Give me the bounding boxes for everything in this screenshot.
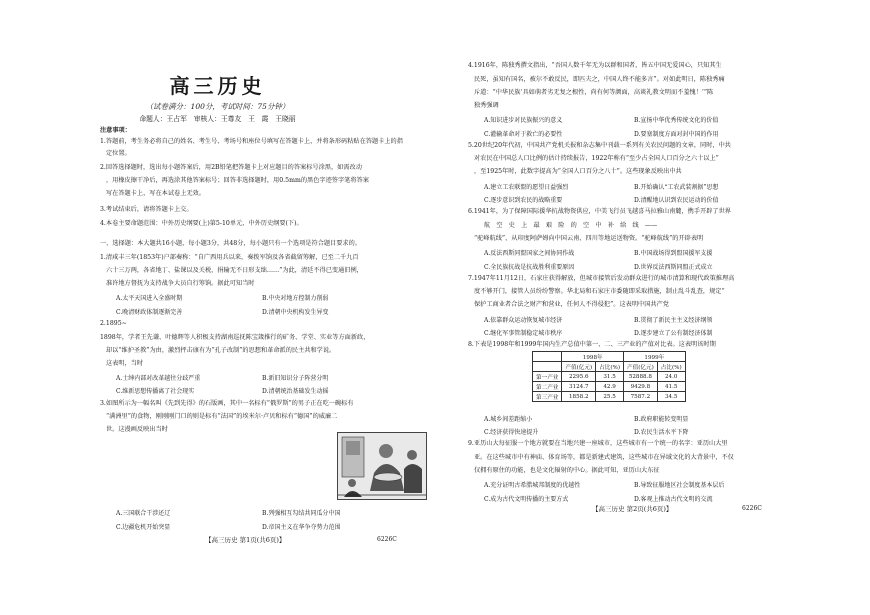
table-cell: 1858.2 (562, 392, 596, 402)
q7-option-c: C.继化军事管制稳定城市秩序 (484, 330, 563, 337)
paper-code: 6226C (377, 536, 397, 543)
q6-option-d: D.世界反法西斯同盟正式成立 (634, 264, 713, 271)
q7-option-a: A.依靠群众运动恢复城市经济 (484, 317, 563, 324)
table-header-row (533, 362, 686, 372)
q1-option-b: B.中央对地方控制力削弱 (262, 295, 329, 302)
question-4-line: 4.1916年，陈独秀撰文指出，“吾国人数千年无为以群和国者，皆五中国无爱国心，只知其生 (468, 62, 722, 69)
q1-option-d: D.清朝中央机构发生异变 (262, 309, 329, 316)
q4-option-a: A.知识进步对民族振兴的意义 (484, 117, 563, 124)
table-cell: 41.5 (657, 382, 685, 392)
q9-option-d: D.客观上推动古代文明的交流 (634, 496, 713, 503)
notice-line: 3.考试结束后，请将答题卡上交。 (100, 206, 193, 213)
table-cell: 42.9 (596, 382, 624, 392)
q2-option-c: C.维新思想传播离了社会现实 (116, 388, 195, 395)
table-cell: 3124.7 (562, 382, 596, 392)
table-corner-cell (533, 352, 562, 362)
cartoon-drawing (338, 433, 426, 499)
notice-line: 写在答题卡上，写在本试卷上无效。 (106, 190, 205, 197)
table-cell: 25.5 (596, 392, 624, 402)
q3-option-b: B.列强相互勾结共同瓜分中国 (262, 510, 341, 517)
q8-option-b: B.政府职能转变明显 (634, 416, 689, 423)
question-5-line: 对农民在中国总人口比例的估计持续报告，1922年称有“至少占全国人口百分之六十以上” (474, 155, 719, 162)
q8-option-a: A.城乡间差距缩小 (484, 416, 533, 423)
question-6-line: 6.1941年，为了保障国际援华抗战物资供应，中美飞行员飞越喜马拉雅山南麓，携手开辟了世界 (468, 208, 731, 215)
question-3-line: 3.如图所示为一幅名叫《先到先得》的石版画，其中一名标有“俄罗斯”的男子正在吃一碗标有 (100, 400, 354, 407)
table-cell: 24.0 (657, 372, 685, 382)
table-col-header: 占比(%) (596, 362, 624, 372)
q5-option-c: C.逐步意识到农民的战略重要 (484, 197, 563, 204)
question-4-line: 民死，虽知有国名，被尔不敢反民，即匹夫之，中国人终不能多言”。对如此明日，陈独秀痛 (474, 76, 725, 83)
q2-option-b: B.新旧知识分子阵营分明 (262, 375, 329, 382)
q8-option-c: C.经济获得快速提升 (484, 429, 539, 436)
question-2-line: 却以“维护圣教”为由，激烈抨击康有为“孔子改制”的思想和革命派的民主共和学说。 (106, 347, 336, 354)
q4-option-c: C.灌输革命对于救亡的必要性 (484, 131, 563, 138)
gdp-comparison-table (532, 351, 686, 402)
table-corner-cell (533, 362, 562, 372)
table-year-header: 1999年 (624, 352, 686, 362)
table-cell: 52888.8 (624, 372, 658, 382)
lithograph-cartoon-image (337, 432, 427, 500)
q9-option-b: B.导致征服地区社会制度基本层后 (634, 482, 725, 489)
question-4-line: 斥道：“中华民族‘具如萌者劣无复之根性，尚有何等颜面，高谈礼教文明而不羞愧！’”陈 (474, 89, 714, 96)
table-col-header: 产值(亿元) (562, 362, 596, 372)
question-6-line: 航 空 史 上 最 艰 险 的 空 中 补 给 线 —— (484, 222, 658, 229)
q3-option-d: D.帝国主义在华争夺势力范围 (262, 524, 341, 531)
table-row (533, 392, 686, 402)
question-2-line: 2.1895~ (100, 320, 127, 327)
question-2-line: 这表明，当时 (106, 360, 144, 367)
question-3-line: 世。这漫画反映出当时 (106, 426, 168, 433)
table-row-label: 第三产业 (533, 392, 562, 402)
right-page (435, 0, 870, 615)
notice-line: 定位置。 (106, 150, 131, 157)
page-footer: 【高三历史 第1页(共6页)】 (205, 536, 286, 544)
exam-info: （试卷满分：100分，考试时间：75分钟） (145, 102, 290, 111)
notice-line: ，用橡皮擦干净后，再选涂其他答案标号；回答非选择题时，用0.5mm的黑色字迹签字笔将答案 (106, 177, 369, 184)
q6-option-a: A.反法西斯同盟国家之间协同作战 (484, 250, 575, 257)
question-9-line: 9.亚历山大每征服一个地方就要在当地兴建一座城市，这些城市有一个统一的名字：亚历山大里 (468, 440, 728, 447)
question-9-line: 仅拥有原住的功能，也是文化辐射的中心。据此可知，亚历山大东征 (474, 467, 660, 474)
question-4-line: 独秀强调 (474, 102, 499, 109)
q9-option-c: C.成为古代文明传播的主要方式 (484, 496, 569, 503)
paper-code: 6226C (742, 505, 762, 512)
page-title: 高三历史 (169, 74, 266, 98)
table-year-row (533, 352, 686, 362)
authors: 命题人：王占军 审核人：王尊友 王 霞 王晓丽 (139, 115, 296, 123)
notice-line: 4.本卷主要命题范围：中外历史纲要(上)第5-10单元、中外历史纲要(下)。 (100, 220, 303, 227)
q7-option-b: B.贯彻了新民主主义经济纲领 (634, 317, 713, 324)
q1-option-a: A.太平天国进入全盛时期 (116, 295, 183, 302)
question-9-line: 亚。在这些城市中有神庙、体育场等，都是新建式建筑，这些城市在异域文化的大背景中，不仅 (474, 454, 734, 461)
table-cell: 2295.6 (562, 372, 596, 382)
q4-option-b: B.宣扬中华优秀传统文化的价值 (634, 117, 719, 124)
q9-option-a: A.充分证明古希腊城邦制度的优越性 (484, 482, 581, 489)
table-cell: 9429.8 (624, 382, 658, 392)
table-col-header: 占比(%) (657, 362, 685, 372)
question-3-line: “满洲里”的食物，刚刚刚门口的则是标有“法国”的埃米尔·卢贝和标有“德国”的威廉二 (106, 413, 338, 420)
table-row-label: 第一产业 (533, 372, 562, 382)
question-1-line: 1.清咸丰三年(1853年)户部奏称：“自广西用兵以来，奏拨军饷及各省截留筹解，已至二千九百 (100, 254, 359, 261)
section-intro: 一、选择题：本大题共16小题，每小题3分，共48分，每小题只有一个选项是符合题目要求的。 (100, 240, 361, 247)
table-year-header: 1998年 (562, 352, 624, 362)
notice-line: 2.回答选择题时，选出每小题答案后，用2B铅笔把答题卡上对应题目的答案标号涂黑，如需改动 (100, 164, 362, 171)
table-cell: 7587.2 (624, 392, 658, 402)
notice-title: 注意事项： (100, 127, 131, 134)
question-7-line: 7.1947年11月12日，石家庄获得解放，但城市接管后发动群众进行的城市清算和现代政策推理高 (468, 275, 735, 282)
question-2-line: 1898年，学者王先谦、叶德辉等人积极支持湖南巡抚陈宝箴推行的矿务、学堂、实业等方面新政， (100, 334, 370, 341)
table-col-header: 产值(亿元) (624, 362, 658, 372)
q5-option-d: D.清醒地认识到农民运动的价值 (634, 197, 719, 204)
question-5-line: 5.20世纪20年代初，中国共产党机关报和杂志集中刊载一系列有关农民问题的文章，同时，中共 (468, 142, 731, 149)
q8-option-d: D.农民生活水平下降 (634, 429, 689, 436)
q1-option-c: C.晚清财政体制逐渐完善 (116, 309, 183, 316)
q5-option-b: B.开始确认“工农武装割据”思想 (634, 184, 719, 191)
question-7-line: 度不够开门，接管人员纷纷警察。华北局和石家庄市委随即采取措施，制止乱斗乱查，规定“ (474, 288, 725, 295)
question-8-line: 8.下表是1998年和1999年国内生产总值中第一、二、三产业的产值对比表。这表明该时期 (468, 341, 716, 348)
question-7-line: 保护工商业者合法之财产和营业，任何人不得侵犯”。这表明中国共产党 (474, 301, 669, 308)
q6-option-b: B.中国战场得到盟国援军支援 (634, 250, 713, 257)
table-row (533, 372, 686, 382)
q6-option-c: C.全民族抗战是抗战胜利重要原因 (484, 264, 575, 271)
page-footer: 【高三历史 第2页(共6页)】 (592, 505, 673, 513)
question-6-line: “驼峰航线”，从印度阿萨姆向中国云南、四川等地运送物资。“驼峰航线”的开辟表明 (474, 235, 704, 242)
question-5-line: ，至1925年时，此数字提高为“全国人口百分之八十”。这些现象反映出中共 (474, 168, 682, 175)
q5-option-a: A.建立工农联盟的愿望日益强烈 (484, 184, 569, 191)
table-row-label: 第二产业 (533, 382, 562, 392)
q4-option-d: D.要塞制度方面对封中国的作用 (634, 131, 719, 138)
q2-option-a: A.士绅内部对改革越往分歧严重 (116, 375, 201, 382)
q3-option-a: A.三国联合干涉还辽 (116, 510, 171, 517)
table-cell: 34.5 (657, 392, 685, 402)
table-cell: 31.5 (596, 372, 624, 382)
question-1-line: 准许地方督抚为支持战争大员自行筹饷。据此可知当时 (106, 280, 255, 287)
question-1-line: 六十三万两，各省地丁、盐课以及关税，捐输无不日形支绌……”为此，清廷不得已变通旧例， (106, 267, 363, 274)
notice-line: 1.答题前，考生务必将自己的姓名、考生号、考场号和座位号填写在答题卡上，并将条形码粘贴在答题卡上的指 (100, 138, 403, 145)
q7-option-d: D.逐步建立了公有制经济体制 (634, 330, 713, 337)
q2-option-d: D.清朝统治基础发生动摇 (262, 388, 329, 395)
table-row (533, 382, 686, 392)
q3-option-c: C.边疆危机开始突显 (116, 524, 171, 531)
